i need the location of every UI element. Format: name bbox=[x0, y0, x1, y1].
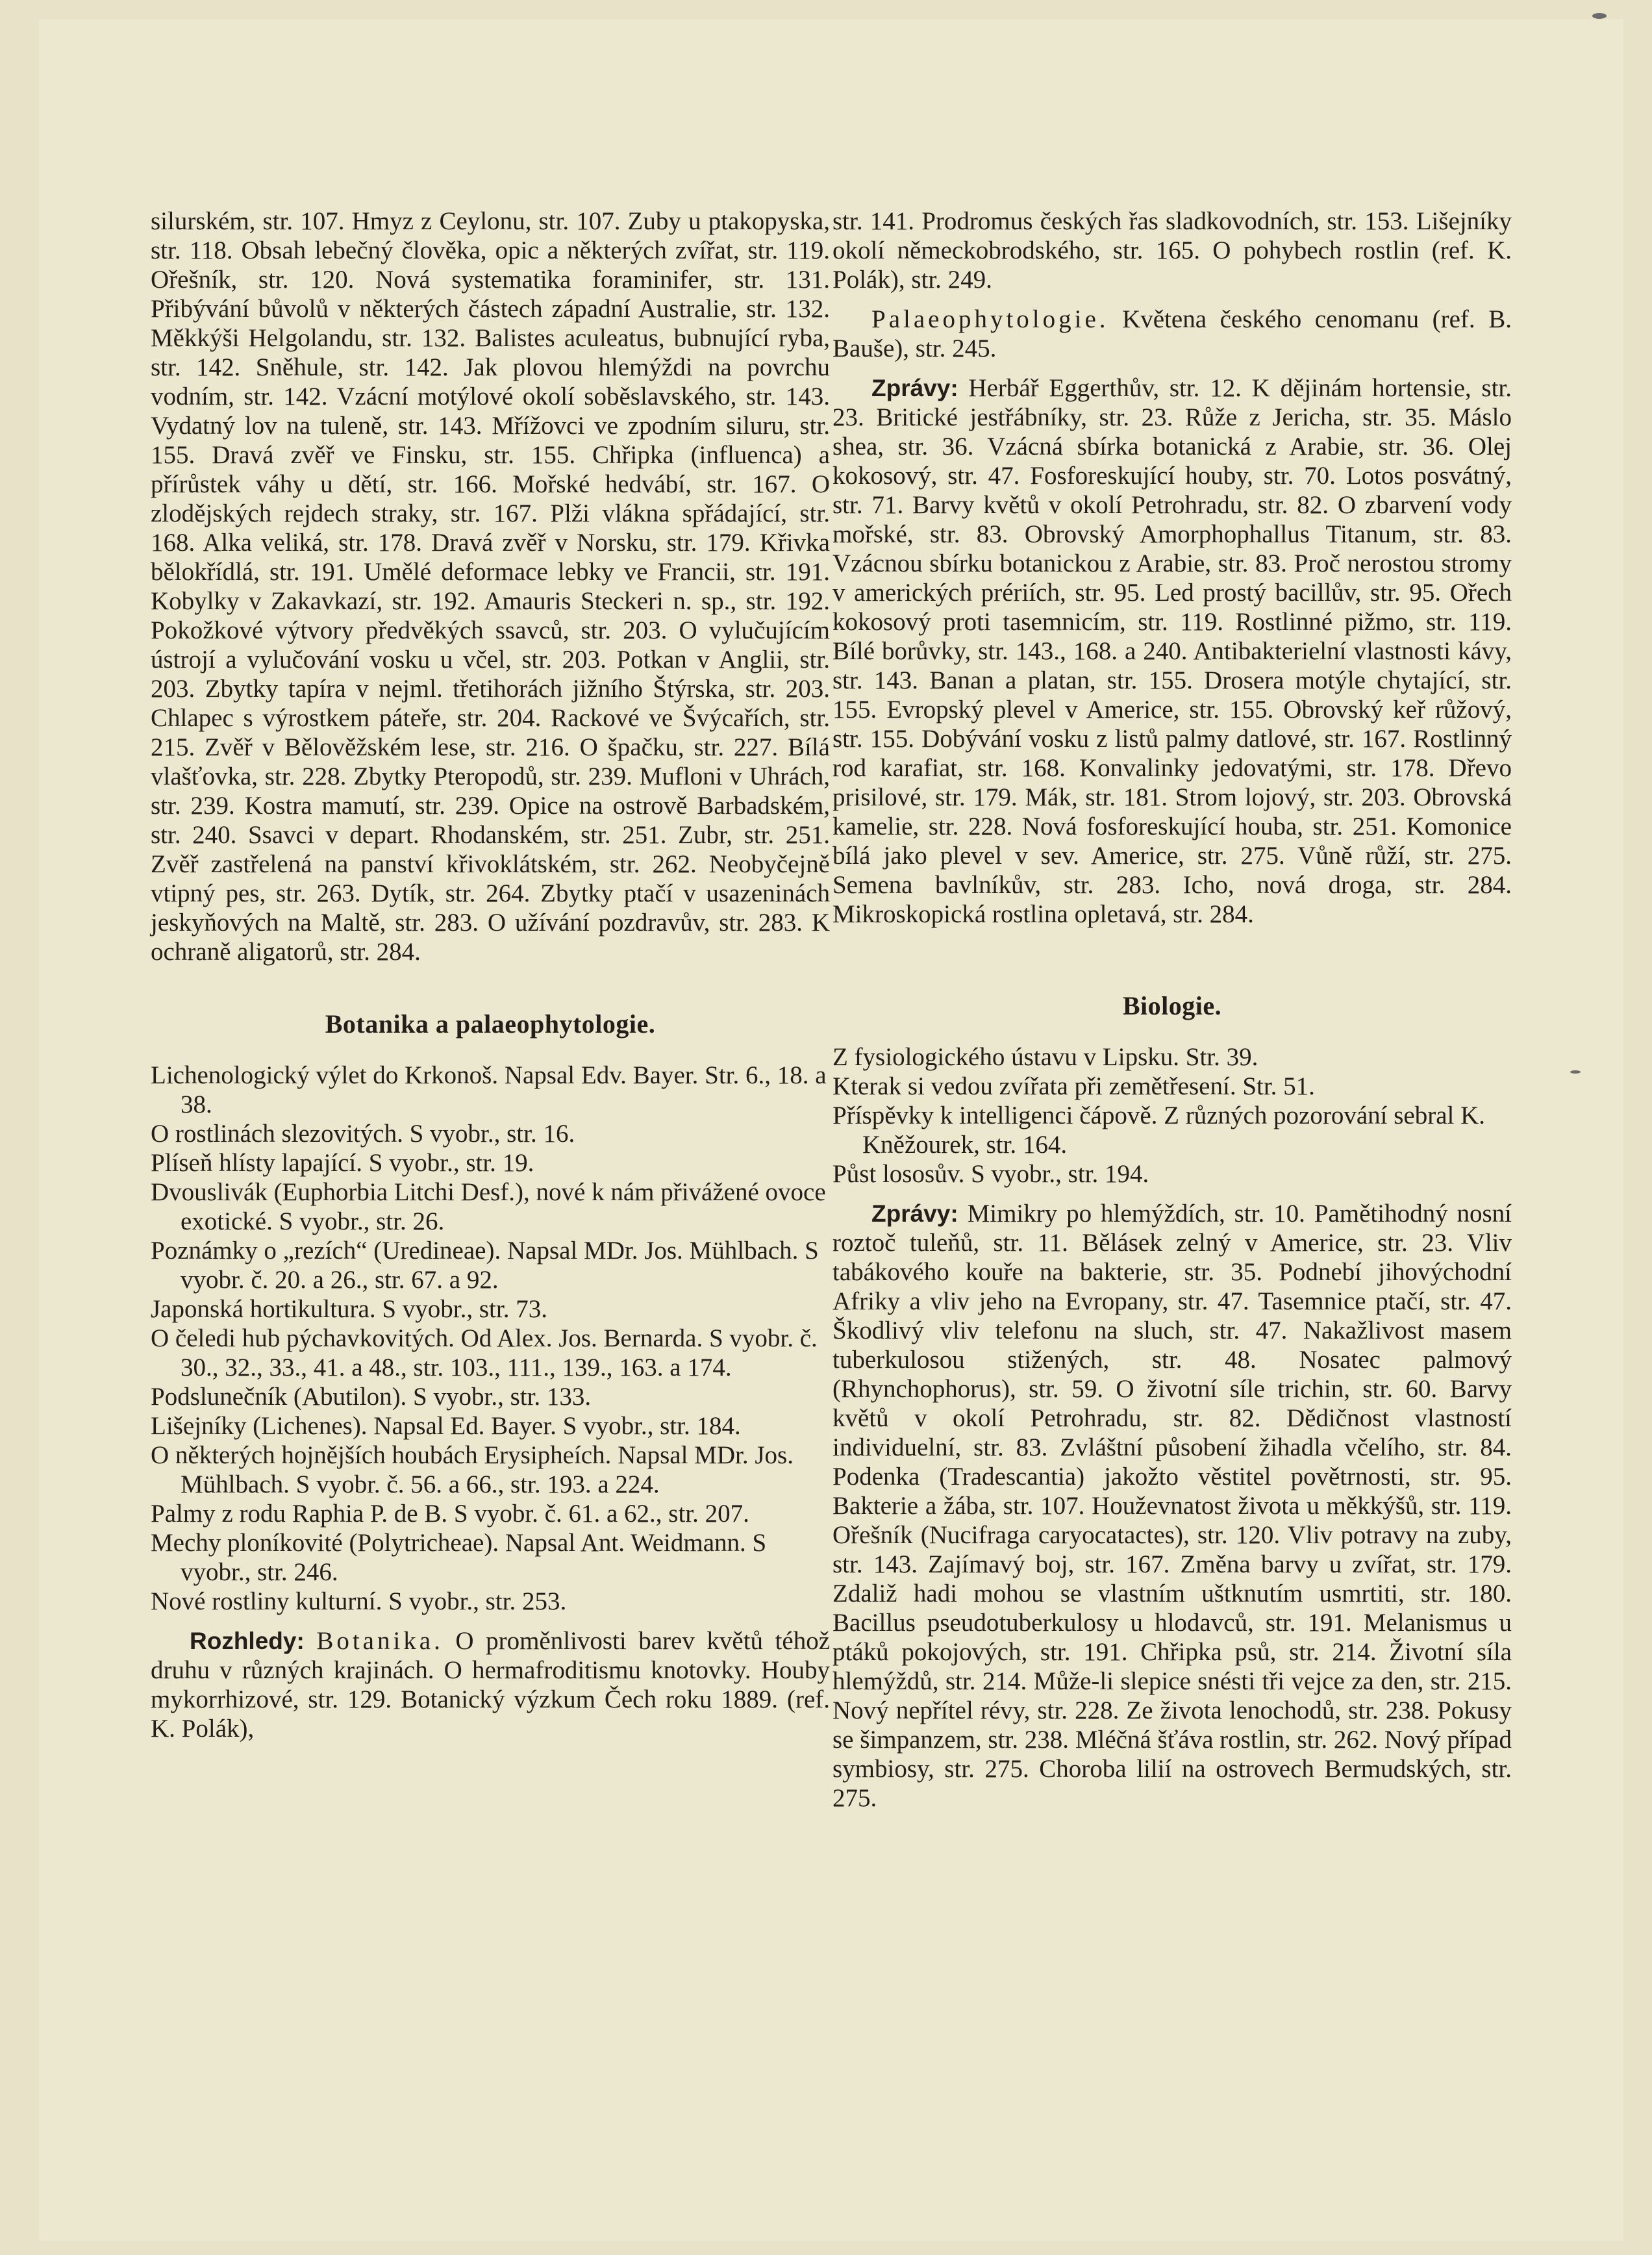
zpravy-botany-paragraph bbox=[832, 373, 1512, 929]
list-item: Lišejníky (Lichenes). Napsal Ed. Bayer. S vyobr., str. 184. bbox=[151, 1412, 741, 1440]
zpravy-biology-paragraph bbox=[832, 1199, 1512, 1813]
botany-entry-list bbox=[151, 1061, 830, 1616]
zpravy-botany-text: Herbář Eggerthův, str. 12. K dějinám hortensie, str. 23. Britické jestřábníky, str. 23. Růže z Jericha, str. 35. Máslo shea, str. 36. Vzácná sbírka botanická z Arabie, str. 36. Olej kokosový, str. 47. Fosforeskující houby, str. 70. Lotos posvátný, str. 71. Barvy květů v okolí Petrohradu, str. 82. O zbarvení vody mořské, str. 83. Obrovský Amorphophallus Titanum, str. 83. Vzácnou sbírku botanickou z Arabie, str. 83. Proč nerostou stromy v amerických prériích, str. 95. Led prostý bacillův, str. 95. Ořech kokosový proti tasemnicím, str. 119. Rostlinné pižmo, str. 119. Bílé borůvky, str. 143., 168. a 240. Antibakterielní vlastnosti kávy, str. 143. Banan a platan, str. 155. Drosera motýle chytající, str. 155. Evropský plevel v Americe, str. 155. Obrovský keř růžový, str. 155. Dobývání vosku z listů palmy datlové, str. 167. Rostlinný rod karafiat, str. 168. Konvalinky jedovatými, str. 178. Dřevo prisilové, str. 179. Mák, str. 181. Strom lojový, str. 203. Obrovská kamelie, str. 228. Nová fosforeskující houba, str. 251. Komonice bílá jako plevel v sev. Americe, str. 275. Vůně růží, str. 275. Semena bavlníkův, str. 283. Icho, nová droga, str. 284. Mikroskopická rostlina opletavá, str. 284. bbox=[832, 374, 1512, 928]
palaeo-paragraph bbox=[832, 305, 1512, 363]
rozhledy-subject: Botanika. bbox=[316, 1627, 444, 1655]
list-item: Dvouslivák (Euphorbia Litchi Desf.), nové k nám přivážené ovoce exotické. S vyobr., str. 26. bbox=[151, 1178, 826, 1235]
zoology-continuation: silurském, str. 107. Hmyz z Ceylonu, str. 107. Zuby u ptakopyska, str. 118. Obsah lebečný člověka, opic a některých zvířat, str. 119. Ořešník, str. 120. Nová systematika foraminifer, str. 131. Přibývání bůvolů v některých částech západní Australie, str. 132. Měkkýši Helgolandu, str. 132. Balistes aculeatus, bubnující ryba, str. 142. Sněhule, str. 142. Jak plovou hlemýždi na povrchu vodním, str. 142. Vzácní motýlové okolí soběslavského, str. 143. Vydatný lov na tuleně, str. 143. Mřížovci ve zpodním siluru, str. 155. Dravá zvěř ve Finsku, str. 155. Chřipka (influenca) a přírůstek váhy u dětí, str. 166. Mořské hedvábí, str. 167. O zlodějských rejdech straky, str. 167. Plži vlákna spřádající, str. 168. Alka veliká, str. 178. Dravá zvěř v Norsku, str. 179. Křivka bělokřídlá, str. 191. Umělé deformace lebky ve Francii, str. 191. Kobylky v Zakavkazí, str. 192. Amauris Steckeri n. sp., str. 192. Pokožkové výtvory předvěkých ssavců, str. 203. O vylučujícím ústrojí a vylučování vosku u včel, str. 203. Potkan v Anglii, str. 203. Zbytky tapíra v nejml. třetihorách jižního Štýrska, str. 203. Chlapec s výrostkem páteře, str. 204. Rackové ve Švýcařích, str. 215. Zvěř v Bělověžském lese, str. 216. O špačku, str. 227. Bílá vlašťovka, str. 228. Zbytky Pteropodů, str. 239. Mufloni v Uhrách, str. 239. Kostra mamutí, str. 239. Opice na ostrově Barbadském, str. 240. Ssavci v depart. Rhodanském, str. 251. Zubr, str. 251. Zvěř zastřelená na panství křivoklátském, str. 262. Neobyčejně vtipný pes, str. 263. Dytík, str. 264. Zbytky ptačí v usazeninách jeskyňových na Maltě, str. 283. O užívání pozdravův, str. 283. K ochraně aligatorů, str. 284. bbox=[151, 207, 830, 966]
list-item: Příspěvky k intelligenci čápově. Z různých pozorování sebral K. Kněžourek, str. 164. bbox=[832, 1102, 1486, 1159]
list-item: Z fysiologického ústavu v Lipsku. Str. 39. bbox=[832, 1043, 1258, 1071]
zpravy-label-biology: Zprávy: bbox=[871, 1200, 958, 1227]
paper-speck bbox=[1570, 1070, 1581, 1074]
list-item: Japonská hortikultura. S vyobr., str. 73. bbox=[151, 1295, 547, 1323]
paper-speck bbox=[1592, 13, 1607, 19]
zpravy-label: Zprávy: bbox=[871, 375, 958, 401]
rozhledy-label: Rozhledy: bbox=[190, 1628, 305, 1654]
list-item: Poznámky o „rezích“ (Uredineae). Napsal MDr. Jos. Mühlbach. S vyobr. č. 20. a 26., str. 67. a 92. bbox=[151, 1237, 819, 1294]
list-item: Plíseň hlísty lapající. S vyobr., str. 19. bbox=[151, 1149, 534, 1177]
palaeo-text: Květena českého cenomanu (ref. B. Bauše), str. 245. bbox=[832, 305, 1512, 362]
left-column bbox=[151, 207, 830, 1743]
rozhledy-text: O proměnlivosti barev květů téhož druhu v různých krajinách. O hermafroditismu knotovky. Houby mykorrhizové, str. 129. Botanický výzkum Čech roku 1889. (ref. K. Polák), bbox=[151, 1627, 831, 1743]
list-item: O čeledi hub pýchavkovitých. Od Alex. Jos. Bernarda. S vyobr. č. 30., 32., 33., 41. a 48., str. 103., 111., 139., 163. a 174. bbox=[151, 1324, 818, 1381]
list-item: Kterak si vedou zvířata při zemětřesení. Str. 51. bbox=[832, 1072, 1315, 1100]
list-item: Podslunečník (Abutilon). S vyobr., str. 133. bbox=[151, 1383, 592, 1411]
zpravy-biology-text: Mimikry po hlemýždích, str. 10. Pamětihodný nosní roztoč tuleňů, str. 11. Bělásek zelný v Americe, str. 23. Vliv tabákového kouře na bakterie, str. 35. Podnebí jihovýchodní Afriky a vliv jeho na Evropany, str. 47. Tasemnice ptačí, str. 47. Škodlivý vliv telefonu na sluch, str. 47. Nakažlivost masem tuberkulosou stižených, str. 48. Nosatec palmový (Rhynchophorus), str. 59. O životní síle trichin, str. 60. Barvy květů v okolí Petrohradu, str. 82. Dědičnost vlastností individuelní, str. 83. Zvláštní působení žihadla včelího, str. 84. Podenka (Tradescantia) jakožto věstitel povětrnosti, str. 95. Bakterie a žába, str. 107. Houževnatost života u měkkýšů, str. 119. Ořešník (Nucifraga caryocatactes), str. 120. Vliv potravy na zuby, str. 143. Zajímavý boj, str. 167. Změna barvy u zvířat, str. 179. Zdaliž hadi mohou se vlastním uštknutím usmrtiti, str. 180. Bacillus pseudotuberkulosy u hlodavců, str. 191. Melanismus u ptáků pokojových, str. 191. Chřipka psů, str. 214. Životní síla hlemýždů, str. 214. Může-li slepice snésti tři vejce za den, str. 215. Nový nepřítel révy, str. 228. Ze života lenochodů, str. 238. Pokusy se šimpanzem, str. 238. Mléčná šťáva rostlin, str. 262. Nový případ symbiosy, str. 275. Choroba lilií na ostrovech Bermudských, str. 275. bbox=[832, 1200, 1512, 1812]
rozhledy-paragraph bbox=[151, 1626, 830, 1743]
list-item: O některých hojnějších houbách Erysipheích. Napsal MDr. Jos. Mühlbach. S vyobr. č. 56. a 66., str. 193. a 224. bbox=[151, 1441, 794, 1498]
list-item: Půst lososův. S vyobr., str. 194. bbox=[832, 1160, 1149, 1188]
right-column bbox=[832, 207, 1512, 1813]
list-item: O rostlinách slezovitých. S vyobr., str. 16. bbox=[151, 1120, 575, 1148]
palaeo-subject: Palaeophytologie. bbox=[871, 305, 1109, 333]
list-item: Lichenologický výlet do Krkonoš. Napsal Edv. Bayer. Str. 6., 18. a 38. bbox=[151, 1061, 827, 1118]
biology-heading: Biologie. bbox=[1122, 991, 1222, 1020]
rozhledy-continuation: str. 141. Prodromus českých řas sladkovodních, str. 153. Lišejníky okolí německobrodského, str. 165. O pohybech rostlin (ref. K. Polák), str. 249. bbox=[832, 207, 1512, 294]
list-item: Nové rostliny kulturní. S vyobr., str. 253. bbox=[151, 1587, 567, 1615]
botany-heading: Botanika a palaeophytologie. bbox=[325, 1009, 656, 1039]
list-item: Palmy z rodu Raphia P. de B. S vyobr. č. 61. a 62., str. 207. bbox=[151, 1500, 749, 1528]
biology-entry-list bbox=[832, 1042, 1512, 1189]
list-item: Mechy ploníkovité (Polytricheae). Napsal Ant. Weidmann. S vyobr., str. 246. bbox=[151, 1529, 767, 1586]
